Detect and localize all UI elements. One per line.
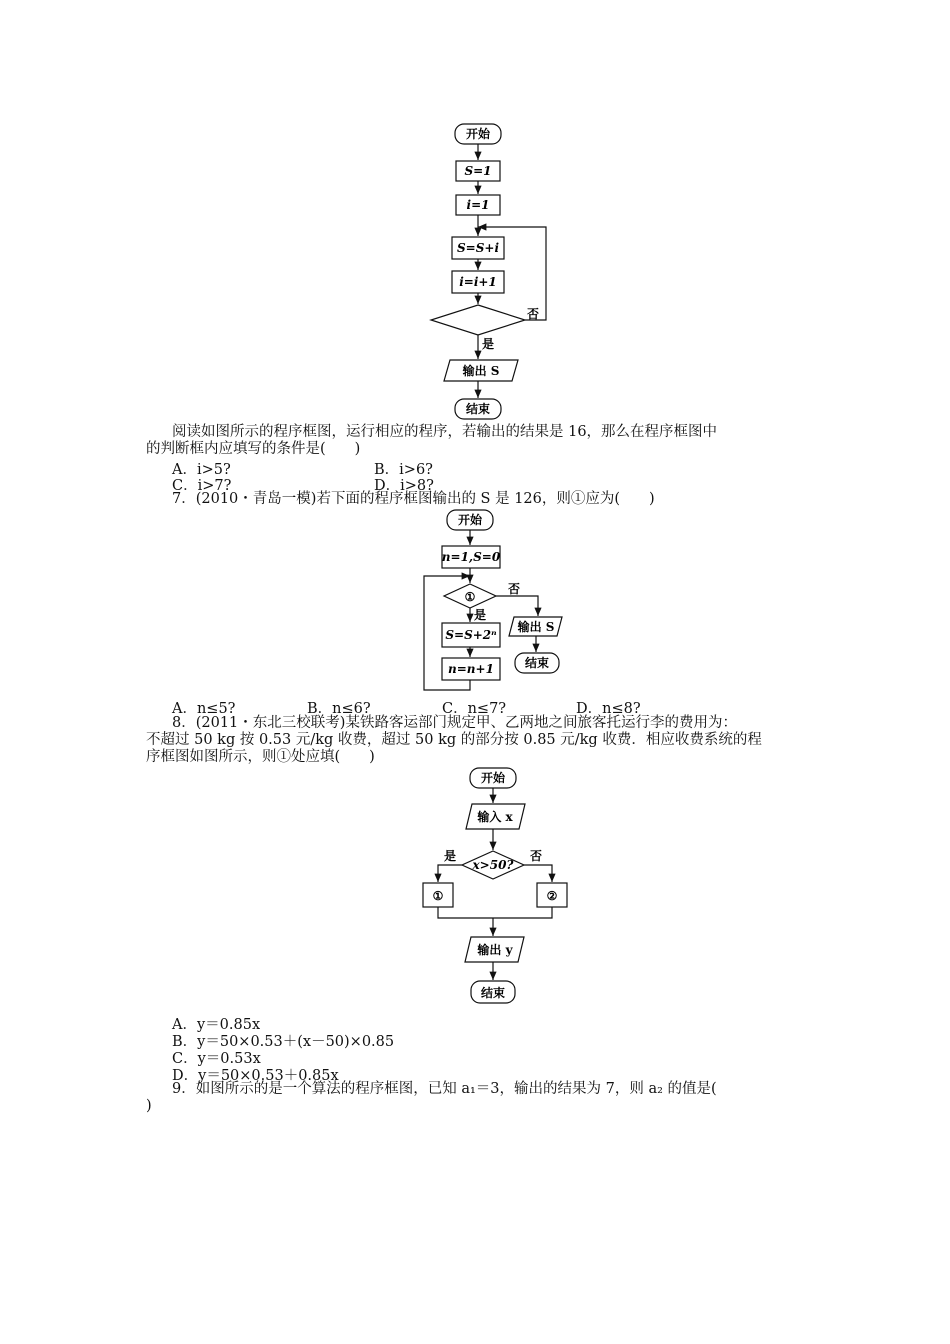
fc1-iinc-text: i=i+1: [459, 275, 497, 289]
fc1-sadd-text: S=S+i: [457, 241, 499, 255]
q7-option-b: B．n≤6?: [307, 701, 371, 717]
q6-option-a: A．i>5?: [172, 462, 231, 478]
q8-option-d: D．y＝50×0.53＋0.85x: [172, 1068, 339, 1084]
fc3-b1-text: ①: [432, 889, 444, 903]
fc3-no-label: 否: [530, 849, 543, 863]
fc3-input-text: 输入 x: [477, 810, 513, 824]
fc1-no-label: 否: [527, 307, 540, 321]
fc2-start-text: 开始: [457, 513, 483, 527]
q7-option-a: A．n≤5?: [172, 701, 236, 717]
fc1-decision: [431, 305, 525, 335]
fc1-i1-text: i=1: [466, 198, 490, 212]
q7-option-d: D．n≤8?: [576, 701, 641, 717]
fc3-start-text: 开始: [480, 771, 506, 785]
q8-option-c: C．y＝0.53x: [172, 1051, 261, 1067]
fc1-yes-label: 是: [482, 337, 495, 351]
fc2-init-text: n=1,S=0: [441, 550, 501, 564]
fc1-end-text: 结束: [465, 402, 491, 416]
q6-stem-line1: 阅读如图所示的程序框图，运行相应的程序，若输出的结果是 16，那么在程序框图中: [172, 424, 718, 440]
fc3-output-text: 输出 y: [477, 943, 513, 957]
fc2-no-label: 否: [508, 582, 521, 596]
fc1-s1-text: S=1: [464, 164, 492, 178]
q7-stem: 7．(2010・青岛一模)若下面的程序框图输出的 S 是 126，则①应为( ): [172, 491, 655, 507]
q6-option-d: D．i>8?: [374, 478, 434, 494]
q9-stem-line1: 9．如图所示的是一个算法的程序框图，已知 a₁＝3，输出的结果为 7，则 a₂ 的值是(: [172, 1081, 717, 1097]
fc3-cond-text: x>50?: [472, 858, 514, 872]
fc2-ninc-text: n=n+1: [448, 662, 494, 676]
fc2-output-text: 输出 S: [517, 620, 555, 634]
q6-option-c: C．i>7?: [172, 478, 232, 494]
fc2-sadd-text: S=S+2ⁿ: [445, 628, 497, 642]
fc1-output-text: 输出 S: [462, 364, 500, 378]
q8-stem-line1: 8．(2011・东北三校联考)某铁路客运部门规定甲、乙两地之间旅客托运行李的费用为：: [172, 715, 737, 731]
q6-option-b: B．i>6?: [374, 462, 433, 478]
fc2-end-text: 结束: [524, 656, 550, 670]
q8-option-a: A．y＝0.85x: [172, 1017, 261, 1033]
fc2-yes-label: 是: [474, 608, 487, 622]
fc1-start-text: 开始: [465, 127, 491, 141]
q9-stem-line2: ): [146, 1098, 152, 1114]
q8-stem-line3: 序框图如图所示，则①处应填( ): [146, 749, 375, 765]
q8-option-b: B．y＝50×0.53＋(x－50)×0.85: [172, 1034, 395, 1050]
fc2-cond-text: ①: [464, 590, 476, 604]
q6-stem-line2: 的判断框内应填写的条件是( ): [146, 441, 361, 457]
q7-option-c: C．n≤7?: [442, 701, 507, 717]
fc3-end-text: 结束: [480, 986, 506, 1000]
fc3-yes-label: 是: [444, 849, 457, 863]
fc3-b2-text: ②: [546, 889, 558, 903]
q8-stem-line2: 不超过 50 kg 按 0.53 元/kg 收费，超过 50 kg 的部分按 0.85 元/kg 收费．相应收费系统的程: [146, 732, 762, 748]
